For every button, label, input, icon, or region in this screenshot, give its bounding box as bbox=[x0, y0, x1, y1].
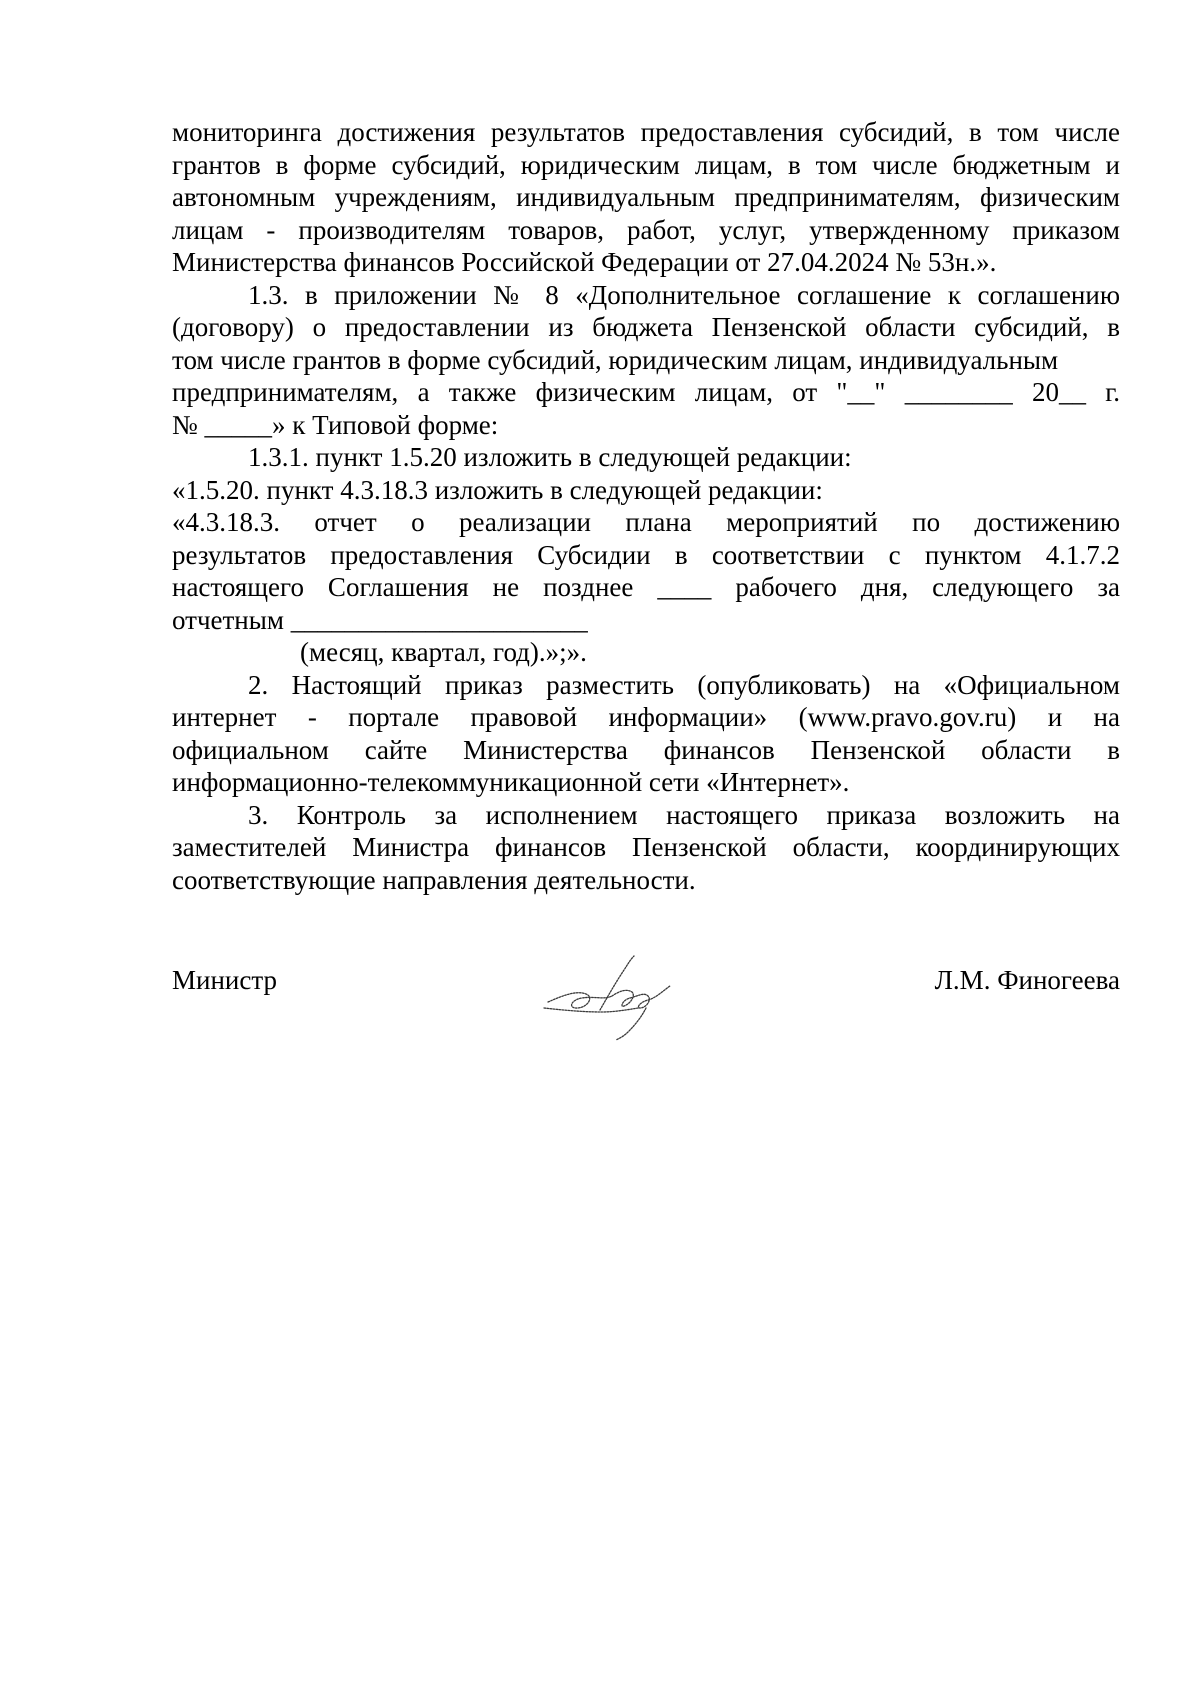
text-line: том числе грантов в форме субсидий, юридическим лицам, индивидуальным bbox=[172, 344, 1059, 375]
paragraph-1-3-1 bbox=[172, 441, 1120, 474]
text-line: настоящего Соглашения не позднее ____ рабочего дня, следующего за bbox=[172, 572, 1120, 602]
text-line: грантов в форме субсидий, юридическим лицам, в том числе бюджетным и bbox=[172, 149, 1120, 180]
signer-name: Л.М. Финогеева bbox=[934, 965, 1120, 995]
text-line: автономным учреждениям, индивидуальным предпринимателям, физическим bbox=[172, 182, 1120, 212]
text-line: 1.3. в приложении № 8 «Дополнительное соглашение к соглашению bbox=[248, 279, 1120, 310]
text-line: мониторинга достижения результатов предоставления субсидий, в том числе bbox=[172, 117, 1120, 147]
text-line: Министерства финансов Российской Федерации от 27.04.2024 № 53н.». bbox=[172, 247, 997, 277]
text-line: «1.5.20. пункт 4.3.18.3 изложить в следующей редакции: bbox=[172, 474, 823, 505]
paragraph-4-3-18-3 bbox=[172, 506, 1120, 669]
text-line: отчетным ______________________ bbox=[172, 604, 588, 635]
paragraph-2 bbox=[172, 669, 1120, 799]
text-line: результатов предоставления Субсидии в соответствии с пунктом 4.1.7.2 bbox=[172, 539, 1120, 570]
paragraph-1-3 bbox=[172, 279, 1120, 442]
signer-position: Министр bbox=[172, 965, 277, 995]
text-line: соответствующие направления деятельности. bbox=[172, 864, 696, 895]
text-line: 3. Контроль за исполнением настоящего приказа возложить на bbox=[248, 799, 1120, 830]
text-line: лицам - производителям товаров, работ, услуг, утвержденному приказом bbox=[172, 214, 1120, 245]
paragraph-3 bbox=[172, 799, 1120, 897]
text-line: интернет - портале правовой информации» (www.pravo.gov.ru) и на bbox=[172, 702, 1120, 732]
text-line: предпринимателям, а также физическим лицам, от "__" ________ 20__ г. bbox=[172, 377, 1120, 407]
text-line: № _____» к Типовой форме: bbox=[172, 409, 499, 440]
text-line: официальном сайте Министерства финансов Пензенской области в bbox=[172, 734, 1120, 765]
document-body bbox=[172, 116, 1120, 896]
paragraph-monitoring-continuation bbox=[172, 116, 1120, 279]
period-caption: (месяц, квартал, год).»;». bbox=[300, 637, 587, 667]
handwritten-signature bbox=[542, 952, 692, 1042]
paragraph-1-5-20 bbox=[172, 474, 1120, 507]
text-line: «4.3.18.3. отчет о реализации плана мероприятий по достижению bbox=[172, 507, 1120, 537]
text-line: заместителей Министра финансов Пензенской области, координирующих bbox=[172, 832, 1120, 862]
text-line: 1.3.1. пункт 1.5.20 изложить в следующей редакции: bbox=[248, 442, 852, 472]
text-line: 2. Настоящий приказ разместить (опубликовать) на «Официальном bbox=[248, 669, 1120, 700]
text-line: информационно-телекоммуникационной сети «Интернет». bbox=[172, 767, 850, 797]
signature-block bbox=[172, 964, 1120, 1074]
text-line: (договору) о предоставлении из бюджета Пензенской области субсидий, в bbox=[172, 312, 1120, 342]
